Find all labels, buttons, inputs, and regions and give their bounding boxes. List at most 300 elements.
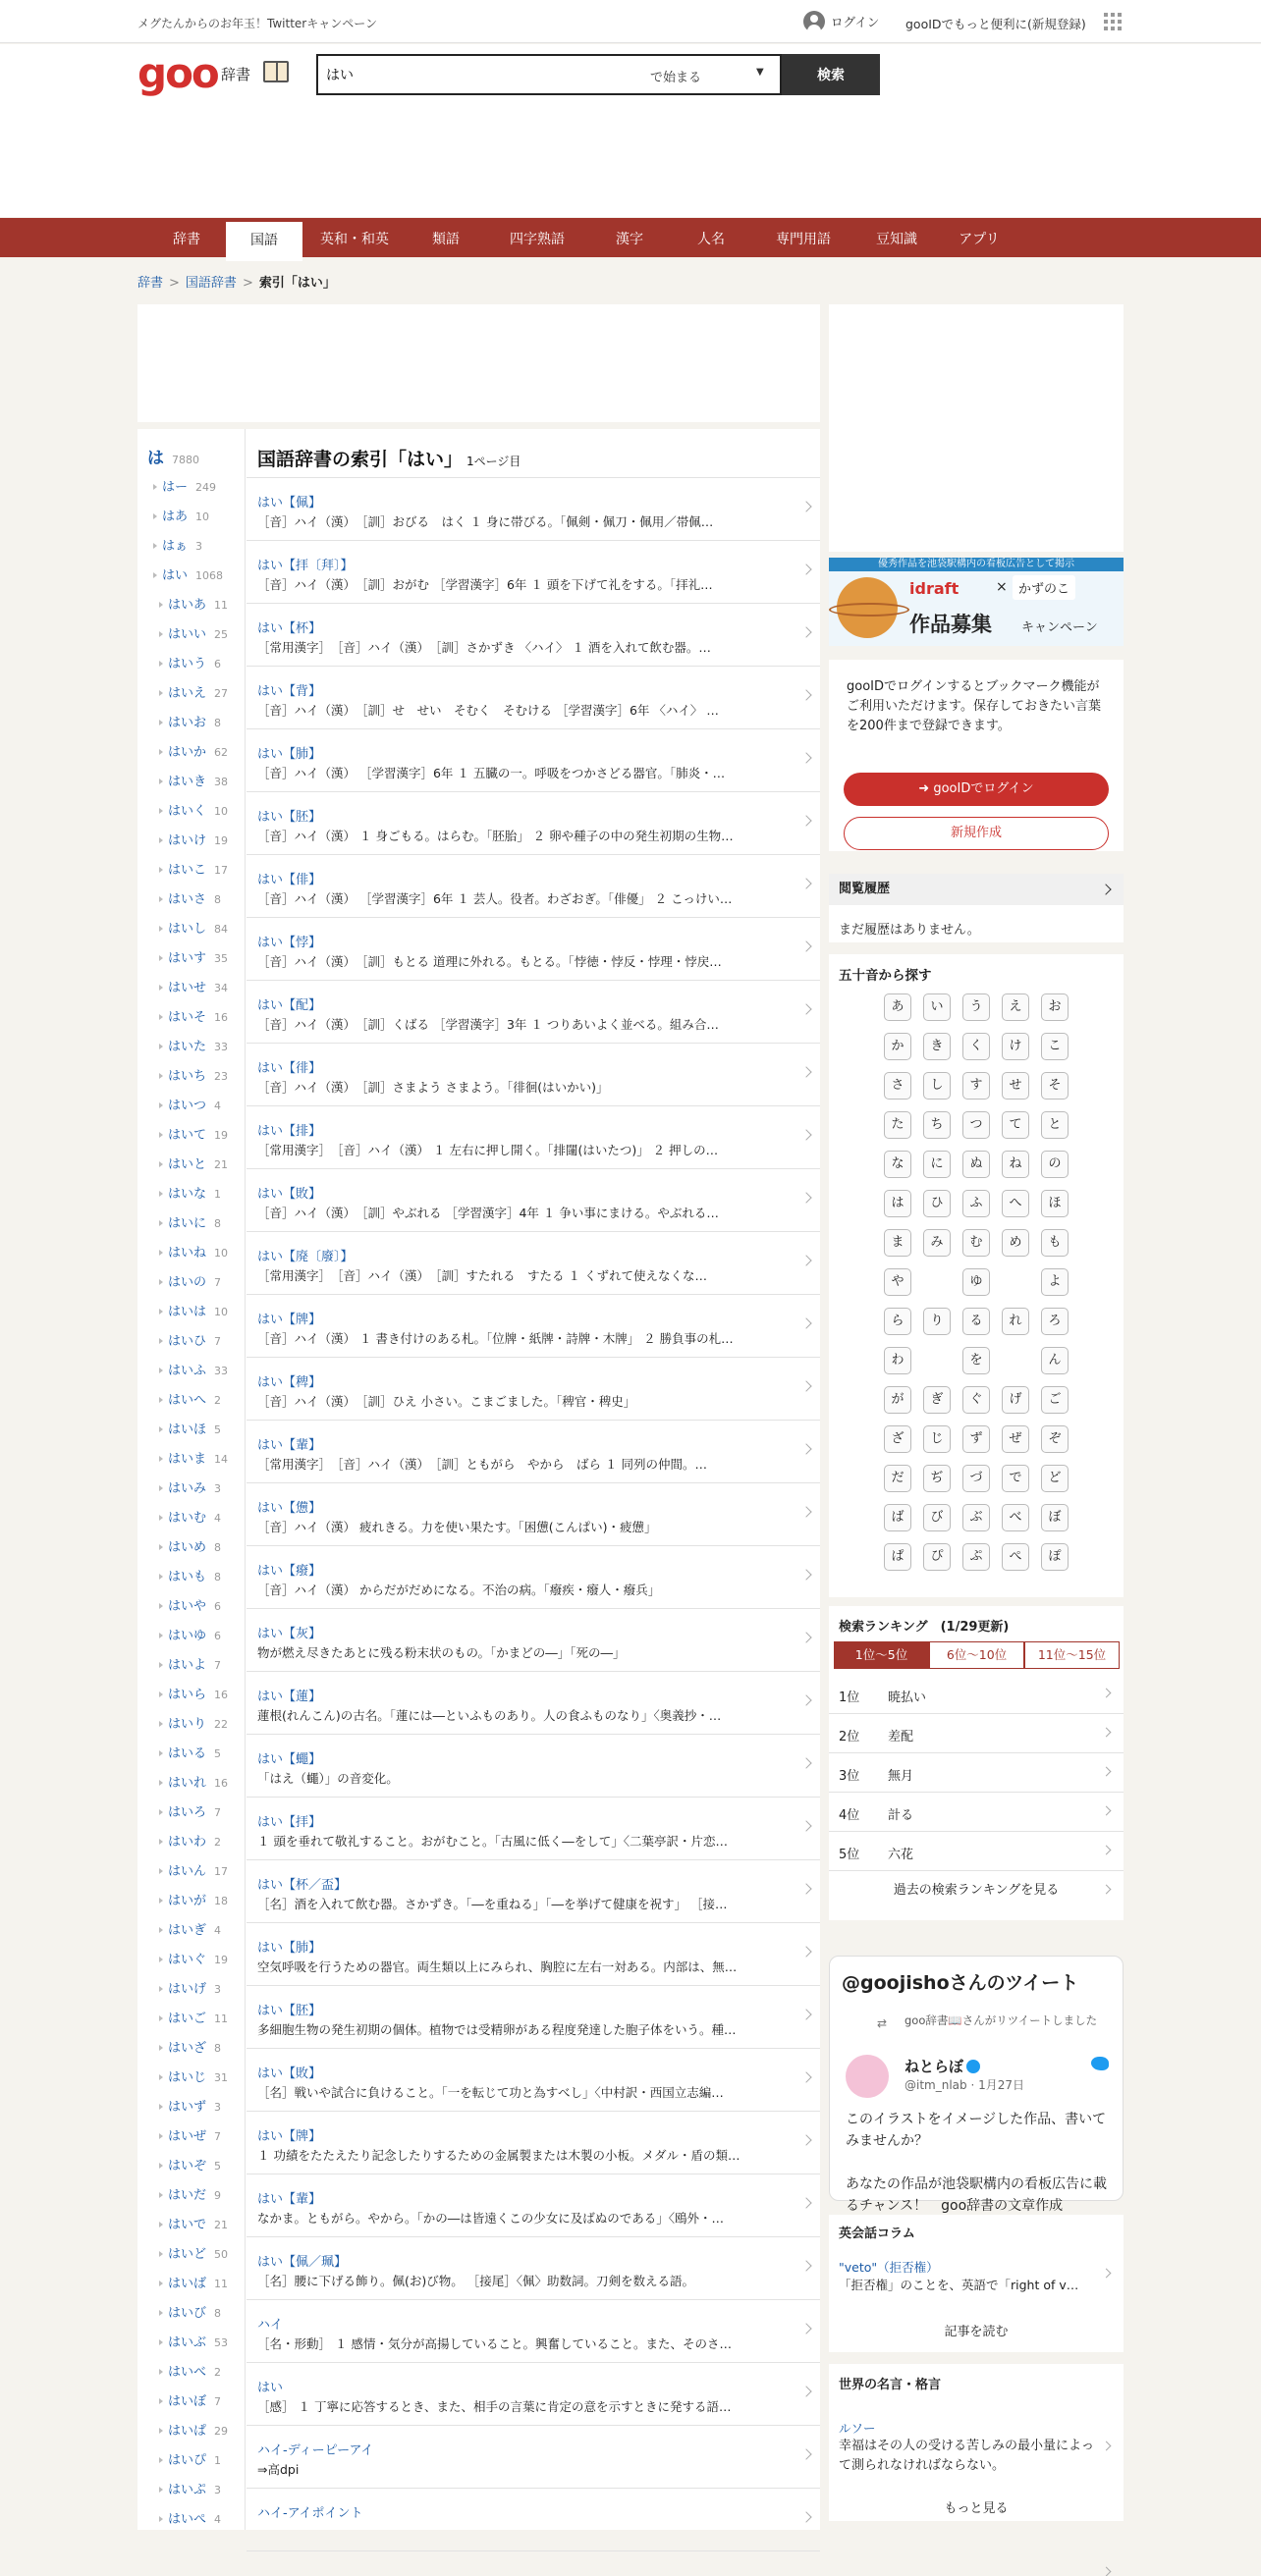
index-item[interactable]: はいご 11 [159, 2005, 228, 2034]
result-desc: ［名］腰に下げる飾り。佩(お)び物。 ［接尾］〈佩〉助数詞。刀剣を数える語。 [257, 2274, 694, 2288]
kana-key[interactable]: ぺ [1002, 1543, 1029, 1571]
result-title[interactable]: はい【俳】 [257, 873, 322, 887]
kana-key[interactable]: ふ [962, 1190, 990, 1217]
index-expand-icon [159, 1368, 163, 1373]
result-item[interactable] [247, 981, 820, 1044]
tweet-author[interactable]: ねとらぼ [905, 2056, 980, 2076]
result-title[interactable]: はい【悖】 [257, 936, 322, 950]
kana-key[interactable]: つ [962, 1111, 990, 1139]
index-item[interactable]: はいう 6 [159, 650, 221, 679]
chevron-right-icon [800, 1946, 811, 1957]
read-article-link[interactable]: 記事を読む [829, 2313, 1124, 2352]
kana-key[interactable]: る [962, 1308, 990, 1335]
goo-login-button[interactable]: ➜ gooIDでログイン [844, 773, 1109, 806]
index-item[interactable]: はいま 14 [159, 1445, 228, 1475]
index-item[interactable]: はいげ 3 [159, 1975, 221, 2005]
index-head[interactable]: は 7880 [147, 449, 199, 468]
category-nav [0, 218, 1261, 257]
result-title[interactable]: はい【敗】 [257, 2066, 322, 2081]
kana-key[interactable]: だ [884, 1465, 911, 1492]
kana-key[interactable]: ぞ [1041, 1425, 1069, 1453]
result-title[interactable]: はい【拝】 [257, 1815, 322, 1830]
index-item[interactable]: はいの 7 [159, 1268, 221, 1298]
result-title[interactable]: はい【背】 [257, 684, 322, 699]
index-expand-icon [159, 2398, 163, 2404]
index-item[interactable]: はいへ 2 [159, 1386, 221, 1416]
tweet-body: このイラストをイメージした作品、書いてみませんか？ あなたの作品が池袋駅構内の看板広告に載るチャンス！ goo辞書の文章作成 [846, 2112, 1107, 2214]
result-title[interactable]: はい【稗】 [257, 1375, 322, 1390]
result-desc: ［名・形動］ １ 感情・気分が高揚していること。興奮していること。また、そのさ… [257, 2336, 732, 2351]
index-item[interactable]: はいぼ 7 [159, 2388, 221, 2417]
quote-author[interactable]: ルソー [839, 2421, 876, 2436]
nav-tab[interactable]: 英和・和英 [320, 232, 389, 247]
quotes-panel [829, 2364, 1124, 2521]
index-item[interactable]: はいほ 5 [159, 1416, 221, 1445]
history-header[interactable]: 閲覧履歴 [829, 874, 1124, 905]
breadcrumb-root[interactable]: 辞書 [137, 276, 164, 291]
index-item[interactable]: はいな 1 [159, 1180, 221, 1209]
nav-tab[interactable]: 類語 [432, 232, 460, 247]
result-title[interactable]: はい【癈】 [257, 1564, 322, 1579]
kana-key[interactable]: さ [884, 1072, 911, 1100]
kana-key[interactable]: や [884, 1268, 911, 1296]
index-expand-icon [159, 690, 163, 696]
kana-key[interactable]: む [962, 1229, 990, 1257]
chevron-right-icon [1102, 2442, 1112, 2451]
kana-key[interactable]: ぴ [923, 1543, 951, 1571]
index-item[interactable]: はいし 84 [159, 915, 228, 944]
login-label: ログイン [831, 15, 880, 29]
search-input[interactable] [326, 64, 621, 85]
result-item[interactable] [247, 855, 820, 918]
index-item[interactable]: はいだ 9 [159, 2181, 221, 2211]
breadcrumb-current: 索引「はい」 [258, 276, 336, 291]
index-expand-icon [159, 926, 163, 932]
chevron-right-icon [1102, 1806, 1112, 1816]
result-item[interactable] [247, 1232, 820, 1295]
index-item[interactable]: はいぞ 5 [159, 2152, 221, 2181]
index-item[interactable]: はいべ 2 [159, 2358, 221, 2388]
kana-key[interactable]: ば [884, 1504, 911, 1531]
ranking-row[interactable]: 1位 暁払い [829, 1675, 1124, 1714]
ranking-row[interactable]: 2位 差配 [829, 1714, 1124, 1753]
index-item[interactable]: はいす 35 [159, 944, 228, 974]
result-title[interactable]: はい【牌】 [257, 2129, 322, 2144]
chevron-right-icon [800, 1694, 811, 1705]
result-item[interactable] [247, 667, 820, 729]
logo-dictionary-label[interactable]: 辞書 [221, 66, 251, 83]
index-item[interactable]: はいせ 34 [159, 974, 228, 1003]
kana-key[interactable]: み [923, 1229, 951, 1257]
result-item[interactable] [247, 2300, 820, 2363]
index-item[interactable]: はいざ 8 [159, 2034, 221, 2064]
avatar[interactable] [846, 2055, 889, 2098]
result-item[interactable] [247, 1735, 820, 1798]
result-item[interactable] [247, 1483, 820, 1546]
kana-key[interactable]: す [962, 1072, 990, 1100]
kana-key[interactable]: た [884, 1111, 911, 1139]
result-item[interactable] [247, 1923, 820, 1986]
result-title[interactable]: はい【佩／珮】 [257, 2255, 348, 2270]
kana-key[interactable]: ひ [923, 1190, 951, 1217]
index-item[interactable]: はいじ 31 [159, 2064, 228, 2093]
campaign-banner[interactable]: 優秀作品を池袋駅構内の看板広告として掲示 idraft × かずのこ 作品募集 キャンペーン [829, 558, 1124, 646]
index-item[interactable]: はいさ 8 [159, 886, 221, 915]
result-title[interactable]: はい【胚】 [257, 2004, 322, 2018]
index-item[interactable]: はぁ 3 [153, 532, 202, 562]
index-item[interactable]: はいよ 7 [159, 1651, 221, 1681]
result-item[interactable] [247, 2049, 820, 2112]
index-item[interactable]: はいね 10 [159, 1239, 228, 1268]
past-ranking-link[interactable]: 過去の検索ランキングを見る [829, 1871, 1124, 1910]
index-item[interactable]: はいろ 7 [159, 1798, 221, 1828]
index-item[interactable]: はいん 17 [159, 1857, 228, 1887]
result-item[interactable] [247, 1358, 820, 1421]
kana-key[interactable]: あ [884, 993, 911, 1021]
result-title[interactable]: はい【拝〔拜〕】 [257, 559, 354, 573]
twitter-bird-icon[interactable] [1091, 2057, 1109, 2070]
result-item[interactable] [247, 918, 820, 981]
result-item[interactable] [247, 1860, 820, 1923]
index-item[interactable]: はいき 38 [159, 768, 228, 797]
result-title[interactable]: はい【蠅】 [257, 1752, 322, 1767]
kana-key[interactable]: の [1041, 1151, 1069, 1178]
index-item[interactable]: はいお 8 [159, 709, 221, 738]
index-expand-icon [159, 837, 163, 843]
kana-key[interactable]: ぷ [962, 1543, 990, 1571]
kana-key[interactable]: ゆ [962, 1268, 990, 1296]
index-item[interactable]: はいた 33 [159, 1033, 228, 1062]
index-item[interactable]: はいく 10 [159, 797, 228, 827]
index-item[interactable]: はいず 3 [159, 2093, 221, 2122]
verified-icon [966, 2060, 980, 2073]
kana-key[interactable]: て [1002, 1111, 1029, 1139]
result-title[interactable]: はい【敗】 [257, 1187, 322, 1202]
index-item[interactable]: はいつ 4 [159, 1092, 221, 1121]
result-title[interactable]: はい【排】 [257, 1124, 322, 1139]
index-item[interactable]: はいふ 33 [159, 1357, 228, 1386]
ranking-tab[interactable]: 11位～15位 [1024, 1641, 1120, 1669]
column-article-desc[interactable]: 「拒否権」のことを、英語で「right of v… [839, 2278, 1079, 2292]
kana-key[interactable]: づ [962, 1465, 990, 1492]
nav-tab[interactable]: アプリ [959, 232, 1000, 247]
kana-key[interactable]: ざ [884, 1425, 911, 1453]
index-expand-icon [159, 896, 163, 902]
index-item[interactable]: はいも 8 [159, 1563, 221, 1592]
kana-key[interactable]: ろ [1041, 1308, 1069, 1335]
index-item[interactable]: はいら 16 [159, 1681, 228, 1710]
kana-key[interactable]: も [1041, 1229, 1069, 1257]
kana-key[interactable]: そ [1041, 1072, 1069, 1100]
column-article-title[interactable]: "veto"（拒否権） [839, 2260, 939, 2275]
nav-tab[interactable]: 国語 [226, 222, 302, 261]
nav-tab[interactable]: 豆知識 [876, 232, 917, 247]
result-title[interactable]: はい【肺】 [257, 1941, 322, 1956]
kana-key[interactable]: い [923, 993, 951, 1021]
kana-key[interactable]: ほ [1041, 1190, 1069, 1217]
kana-key[interactable]: え [1002, 993, 1029, 1021]
apps-grid-icon[interactable] [1104, 13, 1122, 30]
result-item[interactable] [247, 478, 820, 541]
index-item[interactable]: はあ 10 [153, 503, 209, 532]
kana-key[interactable]: め [1002, 1229, 1029, 1257]
kana-key[interactable]: げ [1002, 1386, 1029, 1414]
index-item[interactable]: はいけ 19 [159, 827, 228, 856]
index-item[interactable]: はいひ 7 [159, 1327, 221, 1357]
index-expand-icon [159, 1574, 163, 1580]
breadcrumb-section[interactable]: 国語辞書 [185, 276, 237, 291]
kana-key[interactable]: ず [962, 1425, 990, 1453]
result-title[interactable]: はい【輩】 [257, 1438, 322, 1453]
kana-key[interactable]: ぽ [1041, 1543, 1069, 1571]
index-item[interactable]: はー 249 [153, 473, 216, 503]
index-item[interactable]: はいわ 2 [159, 1828, 221, 1857]
result-item[interactable] [247, 1798, 820, 1860]
kana-key[interactable]: ぬ [962, 1151, 990, 1178]
index-item[interactable]: はいい 25 [159, 620, 228, 650]
index-item[interactable]: はいる 5 [159, 1740, 221, 1769]
ranking-row[interactable]: 3位 無月 [829, 1753, 1124, 1793]
index-expand-icon [159, 1073, 163, 1079]
goo-logo[interactable]: goo [137, 49, 218, 97]
chevron-right-icon [800, 2323, 811, 2334]
index-item[interactable]: はいに 8 [159, 1209, 221, 1239]
kana-key[interactable]: ま [884, 1229, 911, 1257]
breadcrumb [137, 272, 336, 291]
index-item[interactable]: はいが 18 [159, 1887, 228, 1916]
nav-tab[interactable]: 辞書 [173, 232, 200, 247]
index-item[interactable]: はいぜ 7 [159, 2122, 221, 2152]
kana-key[interactable]: な [884, 1151, 911, 1178]
index-item[interactable]: はいれ 16 [159, 1769, 228, 1798]
kana-key[interactable]: ら [884, 1308, 911, 1335]
kana-key[interactable]: ぼ [1041, 1504, 1069, 1531]
search-button[interactable]: 検索 [782, 54, 880, 95]
kana-key[interactable]: ぶ [962, 1504, 990, 1531]
result-item[interactable] [247, 1986, 820, 2049]
index-item[interactable]: はいぶ 53 [159, 2329, 228, 2358]
nav-tab[interactable]: 専門用語 [776, 232, 831, 247]
result-title[interactable]: はい【灰】 [257, 1627, 322, 1641]
index-item[interactable]: はいか 62 [159, 738, 228, 768]
breadcrumb-separator: > [169, 276, 180, 291]
result-title[interactable]: はい【憊】 [257, 1501, 322, 1516]
kana-key[interactable]: ご [1041, 1386, 1069, 1414]
nav-tab[interactable]: 漢字 [616, 232, 643, 247]
result-title[interactable]: ハイ [257, 2318, 284, 2333]
kana-key[interactable]: け [1002, 1033, 1029, 1060]
kana-key[interactable]: こ [1041, 1033, 1069, 1060]
index-item[interactable]: はい 1068 [153, 562, 223, 591]
kana-key[interactable]: へ [1002, 1190, 1029, 1217]
index-item[interactable]: はいぷ 3 [159, 2476, 221, 2505]
tweet-widget-title[interactable]: @goojishoさんのツイート [842, 1972, 1079, 1994]
index-item[interactable]: はいど 50 [159, 2240, 228, 2270]
result-item[interactable] [247, 604, 820, 667]
result-item[interactable] [247, 729, 820, 792]
result-title[interactable]: はい【肺】 [257, 747, 322, 762]
result-title[interactable]: ハイ-アイポイント [257, 2506, 363, 2521]
result-item[interactable] [247, 1421, 820, 1483]
index-expand-icon [159, 985, 163, 991]
user-icon [803, 11, 825, 32]
kana-key[interactable]: ぢ [923, 1465, 951, 1492]
result-item[interactable] [247, 2363, 820, 2426]
result-title[interactable]: ハイ-ディーピーアイ [257, 2443, 374, 2458]
ranking-tab[interactable]: 6位～10位 [929, 1641, 1024, 1669]
index-item[interactable]: はいび 8 [159, 2299, 221, 2329]
result-item[interactable] [247, 1295, 820, 1358]
result-title[interactable]: はい【蓮】 [257, 1690, 322, 1704]
kana-key[interactable]: ん [1041, 1347, 1069, 1374]
index-expand-icon [159, 2339, 163, 2345]
kana-key[interactable]: を [962, 1347, 990, 1374]
result-item[interactable] [247, 541, 820, 604]
result-title[interactable]: はい【牌】 [257, 1313, 322, 1327]
chevron-right-icon [800, 1569, 811, 1580]
index-expand-icon [159, 1014, 163, 1020]
index-item[interactable]: はいむ 4 [159, 1504, 221, 1533]
kana-key[interactable]: ぐ [962, 1386, 990, 1414]
kana-key[interactable]: わ [884, 1347, 911, 1374]
result-item[interactable] [247, 2489, 820, 2551]
index-item[interactable]: はいや 6 [159, 1592, 221, 1622]
kana-key[interactable]: び [923, 1504, 951, 1531]
index-item[interactable]: はいは 10 [159, 1298, 228, 1327]
result-item[interactable] [247, 1044, 820, 1106]
index-item[interactable]: はいり 22 [159, 1710, 228, 1740]
result-item[interactable] [247, 792, 820, 855]
ranking-tab[interactable]: 1位～5位 [834, 1641, 929, 1669]
result-item[interactable] [247, 2112, 820, 2174]
index-item[interactable]: はいみ 3 [159, 1475, 221, 1504]
index-item[interactable]: はいぴ 1 [159, 2446, 221, 2476]
kana-key[interactable]: ね [1002, 1151, 1029, 1178]
kana-key[interactable]: か [884, 1033, 911, 1060]
result-title[interactable]: はい【胚】 [257, 810, 322, 825]
chevron-down-icon[interactable]: ▼ [756, 67, 764, 78]
result-title[interactable]: はい【輩】 [257, 2192, 322, 2207]
chevron-right-icon [800, 2260, 811, 2271]
result-title[interactable]: はい【佩】 [257, 496, 322, 510]
index-expand-icon [159, 1691, 163, 1697]
search-mode-select[interactable]: で始まる [650, 71, 702, 85]
kana-key[interactable]: ぎ [923, 1386, 951, 1414]
kana-key[interactable]: よ [1041, 1268, 1069, 1296]
index-item[interactable]: はいぱ 29 [159, 2417, 228, 2446]
ranking-row[interactable]: 4位 計る [829, 1793, 1124, 1832]
kana-key[interactable]: に [923, 1151, 951, 1178]
index-item[interactable]: はいと 21 [159, 1151, 228, 1180]
result-item[interactable] [247, 1546, 820, 1609]
campaign-link[interactable]: メグたんからのお年玉！Twitterキャンペーン [137, 17, 377, 30]
index-expand-icon [159, 1250, 163, 1256]
result-title[interactable]: はい【配】 [257, 998, 322, 1013]
index-item[interactable]: はいち 23 [159, 1062, 228, 1092]
index-expand-icon [159, 631, 163, 637]
index-item[interactable]: はいこ 17 [159, 856, 228, 886]
kana-key[interactable]: ち [923, 1111, 951, 1139]
result-title[interactable]: はい【杯／盃】 [257, 1878, 348, 1893]
kana-key[interactable]: ぱ [884, 1543, 911, 1571]
kana-key[interactable]: れ [1002, 1308, 1029, 1335]
result-item[interactable] [247, 2426, 820, 2489]
ad-area [137, 304, 820, 422]
result-title[interactable]: はい【杯】 [257, 621, 322, 636]
index-item[interactable]: はいえ 27 [159, 679, 228, 709]
kana-key[interactable]: り [923, 1308, 951, 1335]
index-item[interactable]: はいあ 11 [159, 591, 228, 620]
kana-key[interactable]: が [884, 1386, 911, 1414]
kana-title: 五十音から探す [839, 968, 932, 984]
nav-tab[interactable]: 四字熟語 [510, 232, 565, 247]
kana-key[interactable]: お [1041, 993, 1069, 1021]
index-expand-icon [159, 2516, 163, 2522]
kana-key[interactable]: と [1041, 1111, 1069, 1139]
result-desc: ［音］ハイ（漢） 疲れきる。力を使い果たす。「困憊(こんぱい)・疲憊」 [257, 1520, 657, 1534]
kana-key[interactable]: ど [1041, 1465, 1069, 1492]
result-title[interactable]: はい【徘】 [257, 1061, 322, 1076]
kana-key[interactable]: う [962, 993, 990, 1021]
index-item[interactable]: はいて 19 [159, 1121, 228, 1151]
result-title[interactable]: はい【廃〔廢〕】 [257, 1250, 354, 1264]
kana-key[interactable]: は [884, 1190, 911, 1217]
result-item[interactable] [247, 2174, 820, 2237]
result-title[interactable]: はい [257, 2381, 284, 2395]
ranking-row[interactable]: 5位 六花 [829, 1832, 1124, 1871]
index-item[interactable]: はいぺ 4 [159, 2505, 221, 2535]
chevron-right-icon [1100, 884, 1111, 894]
kana-key[interactable]: せ [1002, 1072, 1029, 1100]
new-account-button[interactable]: 新規作成 [844, 817, 1109, 850]
quote-text[interactable]: 幸福はその人の受ける苦しみの最小量によって測られなければならない。 [839, 2439, 1095, 2473]
kana-key[interactable]: べ [1002, 1504, 1029, 1531]
kana-key[interactable]: く [962, 1033, 990, 1060]
index-item[interactable]: はいゆ 6 [159, 1622, 221, 1651]
breadcrumb-separator: > [242, 276, 253, 291]
result-item[interactable] [247, 1672, 820, 1735]
kana-key[interactable]: ぜ [1002, 1425, 1029, 1453]
page-number: 1ページ目 [466, 455, 521, 468]
result-item[interactable] [247, 2237, 820, 2300]
result-desc: ［音］ハイ（漢） ［訓］もとる 道理に外れる。もとる。「悖徳・悖反・悖理・悖戻… [257, 954, 722, 969]
result-desc: ［音］ハイ（漢） からだがだめになる。不治の病。「癈疾・癈人・癈兵」 [257, 1583, 661, 1597]
nav-tab[interactable]: 人名 [697, 232, 725, 247]
result-item[interactable] [247, 1106, 820, 1169]
tweet-handle: @itm_nlab · 1月27日 [905, 2078, 1024, 2092]
login-link[interactable] [803, 11, 879, 32]
index-item[interactable]: はいで 21 [159, 2211, 228, 2240]
chevron-right-icon [800, 689, 811, 700]
kana-key[interactable]: じ [923, 1425, 951, 1453]
kana-key[interactable]: き [923, 1033, 951, 1060]
index-item[interactable]: はいそ 16 [159, 1003, 228, 1033]
index-item[interactable]: はいぐ 19 [159, 1946, 228, 1975]
register-link[interactable]: gooIDでもっと便利に(新規登録) [905, 17, 1086, 31]
result-desc: ［音］ハイ（漢） ［訓］やぶれる ［学習漢字］4年 １ 争い事にまける。やぶれる… [257, 1206, 719, 1220]
index-item[interactable]: はいば 11 [159, 2270, 228, 2299]
index-item[interactable]: はいぎ 4 [159, 1916, 221, 1946]
index-item[interactable]: はいめ 8 [159, 1533, 221, 1563]
chevron-right-icon [800, 1883, 811, 1894]
kana-key[interactable]: し [923, 1072, 951, 1100]
result-desc: ［音］ハイ（漢） ［学習漢字］6年 １ 芸人。役者。わざおぎ。「俳優」 ２ こっけい… [257, 891, 733, 906]
kana-key[interactable]: で [1002, 1465, 1029, 1492]
result-item[interactable] [247, 1609, 820, 1672]
result-item[interactable] [247, 1169, 820, 1232]
more-quotes-link[interactable]: もっと見る [829, 2490, 1124, 2529]
header [0, 44, 1261, 217]
